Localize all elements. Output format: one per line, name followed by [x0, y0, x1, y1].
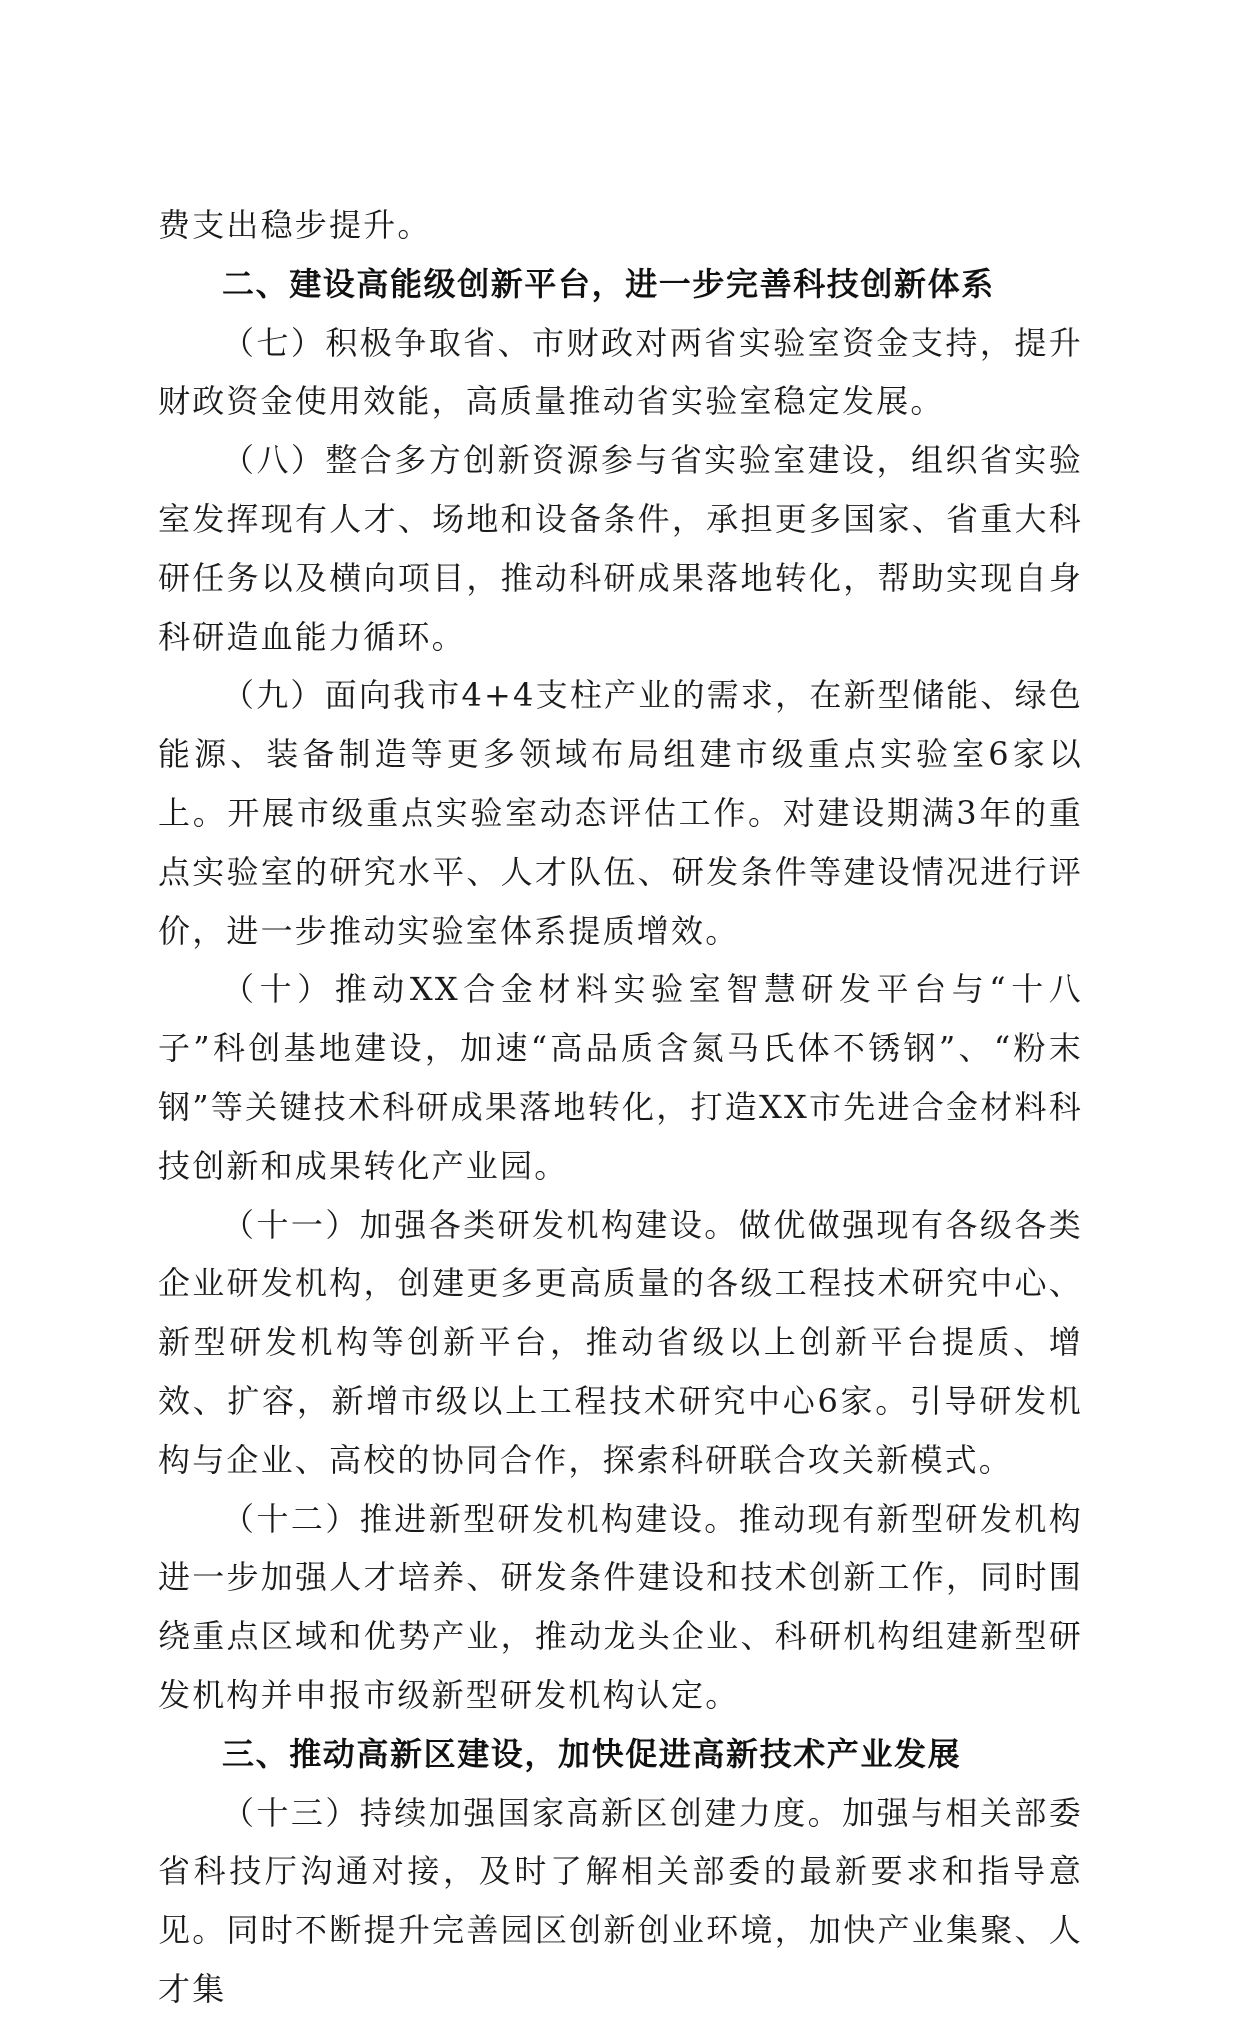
section-heading-2: 二、建设高能级创新平台，进一步完善科技创新体系: [222, 264, 995, 303]
section-heading-3: 三、推动高新区建设，加快促进高新技术产业发展: [222, 1734, 962, 1773]
paragraph-10: （十）推动XX合金材料实验室智慧研发平台与“十八子”科创基地建设，加速“高品质含氮马氏体不锈钢”、“粉末钢”等关键技术科研成果落地转化，打造XX市先进合金材料科技创新和成果转化产业园。: [158, 970, 1083, 1185]
paragraph-11: （十一）加强各类研发机构建设。做优做强现有各级各类企业研发机构，创建更多更高质量的各级工程技术研究中心、新型研发机构等创新平台，推动省级以上创新平台提质、增效、扩容，新增市级以上工程技术研究中心6家。引导研发机构与企业、高校的协同合作，探索科研联合攻关新模式。: [158, 1205, 1083, 1479]
paragraph-9: （九）面向我市4+4支柱产业的需求，在新型储能、绿色能源、装备制造等更多领域布局组建市级重点实验室6家以上。开展市级重点实验室动态评估工作。对建设期满3年的重点实验室的研究水平、人才队伍、研发条件等建设情况进行评价，进一步推动实验室体系提质增效。: [158, 676, 1083, 950]
paragraph-7: （七）积极争取省、市财政对两省实验室资金支持，提升财政资金使用效能，高质量推动省实验室稳定发展。: [158, 323, 1083, 421]
continuation-text: 费支出稳步提升。: [158, 206, 432, 244]
paragraph-12: （十二）推进新型研发机构建设。推动现有新型研发机构进一步加强人才培养、研发条件建设和技术创新工作，同时围绕重点区域和优势产业，推动龙头企业、科研机构组建新型研发机构并申报市级新型研发机构认定。: [158, 1499, 1083, 1714]
paragraph-13: （十三）持续加强国家高新区创建力度。加强与相关部委省科技厅沟通对接，及时了解相关部委的最新要求和指导意见。同时不断提升完善园区创新创业环境，加快产业集聚、人才集: [158, 1793, 1083, 2008]
paragraph-8: （八）整合多方创新资源参与省实验室建设，组织省实验室发挥现有人才、场地和设备条件，承担更多国家、省重大科研任务以及横向项目，推动科研成果落地转化，帮助实现自身科研造血能力循环。: [158, 441, 1083, 656]
document-body: [158, 196, 1083, 2019]
